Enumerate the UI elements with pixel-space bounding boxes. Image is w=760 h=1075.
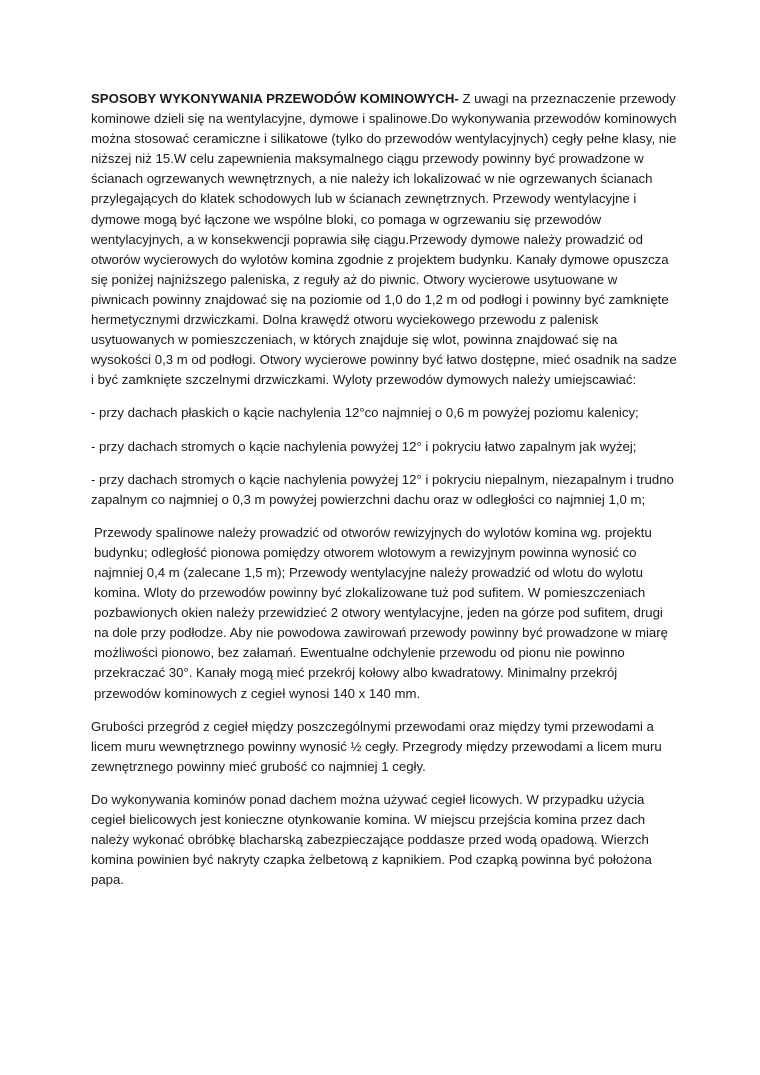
paragraph-partition-thickness: Grubości przegród z cegieł między poszczególnymi przewodami oraz między tymi przewodami a licem muru wewnętrznego powinny wynosić ½ cegły. Przegrody między przewodami a licem muru zewnętrznego powinny mieć grubość co najmniej 1 cegły. [91, 718, 662, 774]
document-heading: SPOSOBY WYKONYWANIA PRZEWODÓW KOMINOWYCH- [91, 91, 459, 106]
bullet-steep-roof-nonflammable: - przy dachach stromych o kącie nachylenia powyżej 12° i pokryciu niepalnym, niezapalnym i trudno zapalnym co najmniej o 0,3 m powyżej powierzchni dachu oraz w odległości co najmniej 1,0 m; [91, 471, 674, 507]
intro-paragraph [91, 89, 677, 390]
document-page [91, 89, 677, 903]
bullet-flat-roof: - przy dachach płaskich o kącie nachylenia 12°co najmniej o 0,6 m powyżej poziomu kalenicy; [91, 405, 639, 421]
paragraph-flue-ducts: Przewody spalinowe należy prowadzić od otworów rewizyjnych do wylotów komina wg. projektu budynku; odległość pionowa pomiędzy otworem wlotowym a rewizyjnym powinna wynosić co najmniej 0,4 m (zalecane 1,5 m); Przewody wentylacyjne należy prowadzić od wlotu do wylotu komina. Wloty do przewodów powinny być zlokalizowane tuż pod sufitem. W pomieszczeniach pozbawionych okien należy przewidzieć 2 otwory wentylacyjne, jeden na górze pod sufitem, drugi na dole przy podłodze. Aby nie powodowa zawirowań przewody powinny być prowadzone w miarę możliwości pionowo, bez załamań. Ewentualne odchylenie przewodu od pionu nie powinno przekraczać 30°. Kanały mogą mieć przekrój kołowy albo kwadratowy. Minimalny przekrój przewodów kominowych z cegieł wynosi 140 x 140 mm. [94, 524, 668, 701]
bullet-steep-roof-flammable: - przy dachach stromych o kącie nachylenia powyżej 12° i pokryciu łatwo zapalnym jak wyżej; [91, 438, 637, 454]
paragraph-above-roof: Do wykonywania kominów ponad dachem można używać cegieł licowych. W przypadku użycia cegieł bielicowych jest konieczne otynkowanie komina. W miejscu przejścia komina przez dach należy wykonać obróbkę blacharską zabezpieczające poddasze przed wodą opadową. Wierzch komina powinien być nakryty czapka żelbetową z kapnikiem. Pod czapką powinna być położona papa. [91, 791, 652, 888]
intro-text: Z uwagi na przeznaczenie przewody kominowe dzieli się na wentylacyjne, dymowe i spalinowe.Do wykonywania przewodów kominowych można stosować ceramiczne i silikatowe (tylko do przewodów wentylacyjnych) cegły pełne klasy, nie niższej niż 15.W celu zapewnienia maksymalnego ciągu przewody powinny być prowadzone w ścianach ogrzewanych wewnętrznych, a nie należy ich lokalizować w nie ogrzewanych ścianach przylegających do klatek schodowych lub w ścianach zewnętrznych. Przewody wentylacyjne i dymowe mogą być łączone we wspólne bloki, co pomaga w ogrzewaniu się przewodów wentylacyjnych, a w konsekwencji poprawia siłę ciągu.Przewody dymowe należy prowadzić od otworów wycierowych do wylotów komina zgodnie z projektem budynku. Kanały dymowe opuszcza się poniżej najniższego paleniska, z reguły aż do piwnic. Otwory wycierowe usytuowane w piwnicach powinny znajdować się na poziomie od 1,0 do 1,2 m od podłogi i powinny być zamknięte hermetycznymi drzwiczkami. Dolna krawędź otworu wyciekowego przewodu z palenisk usytuowanych w pomieszczeniach, w których znajduje się wlot, powinna znajdować się na wysokości 0,3 m od podłogi. Otwory wycierowe powinny być łatwo dostępne, mieć osadnik na sadze i być zamknięte szczelnymi drzwiczkami. Wyloty przewodów dymowych należy umiejscawiać: [91, 91, 677, 388]
